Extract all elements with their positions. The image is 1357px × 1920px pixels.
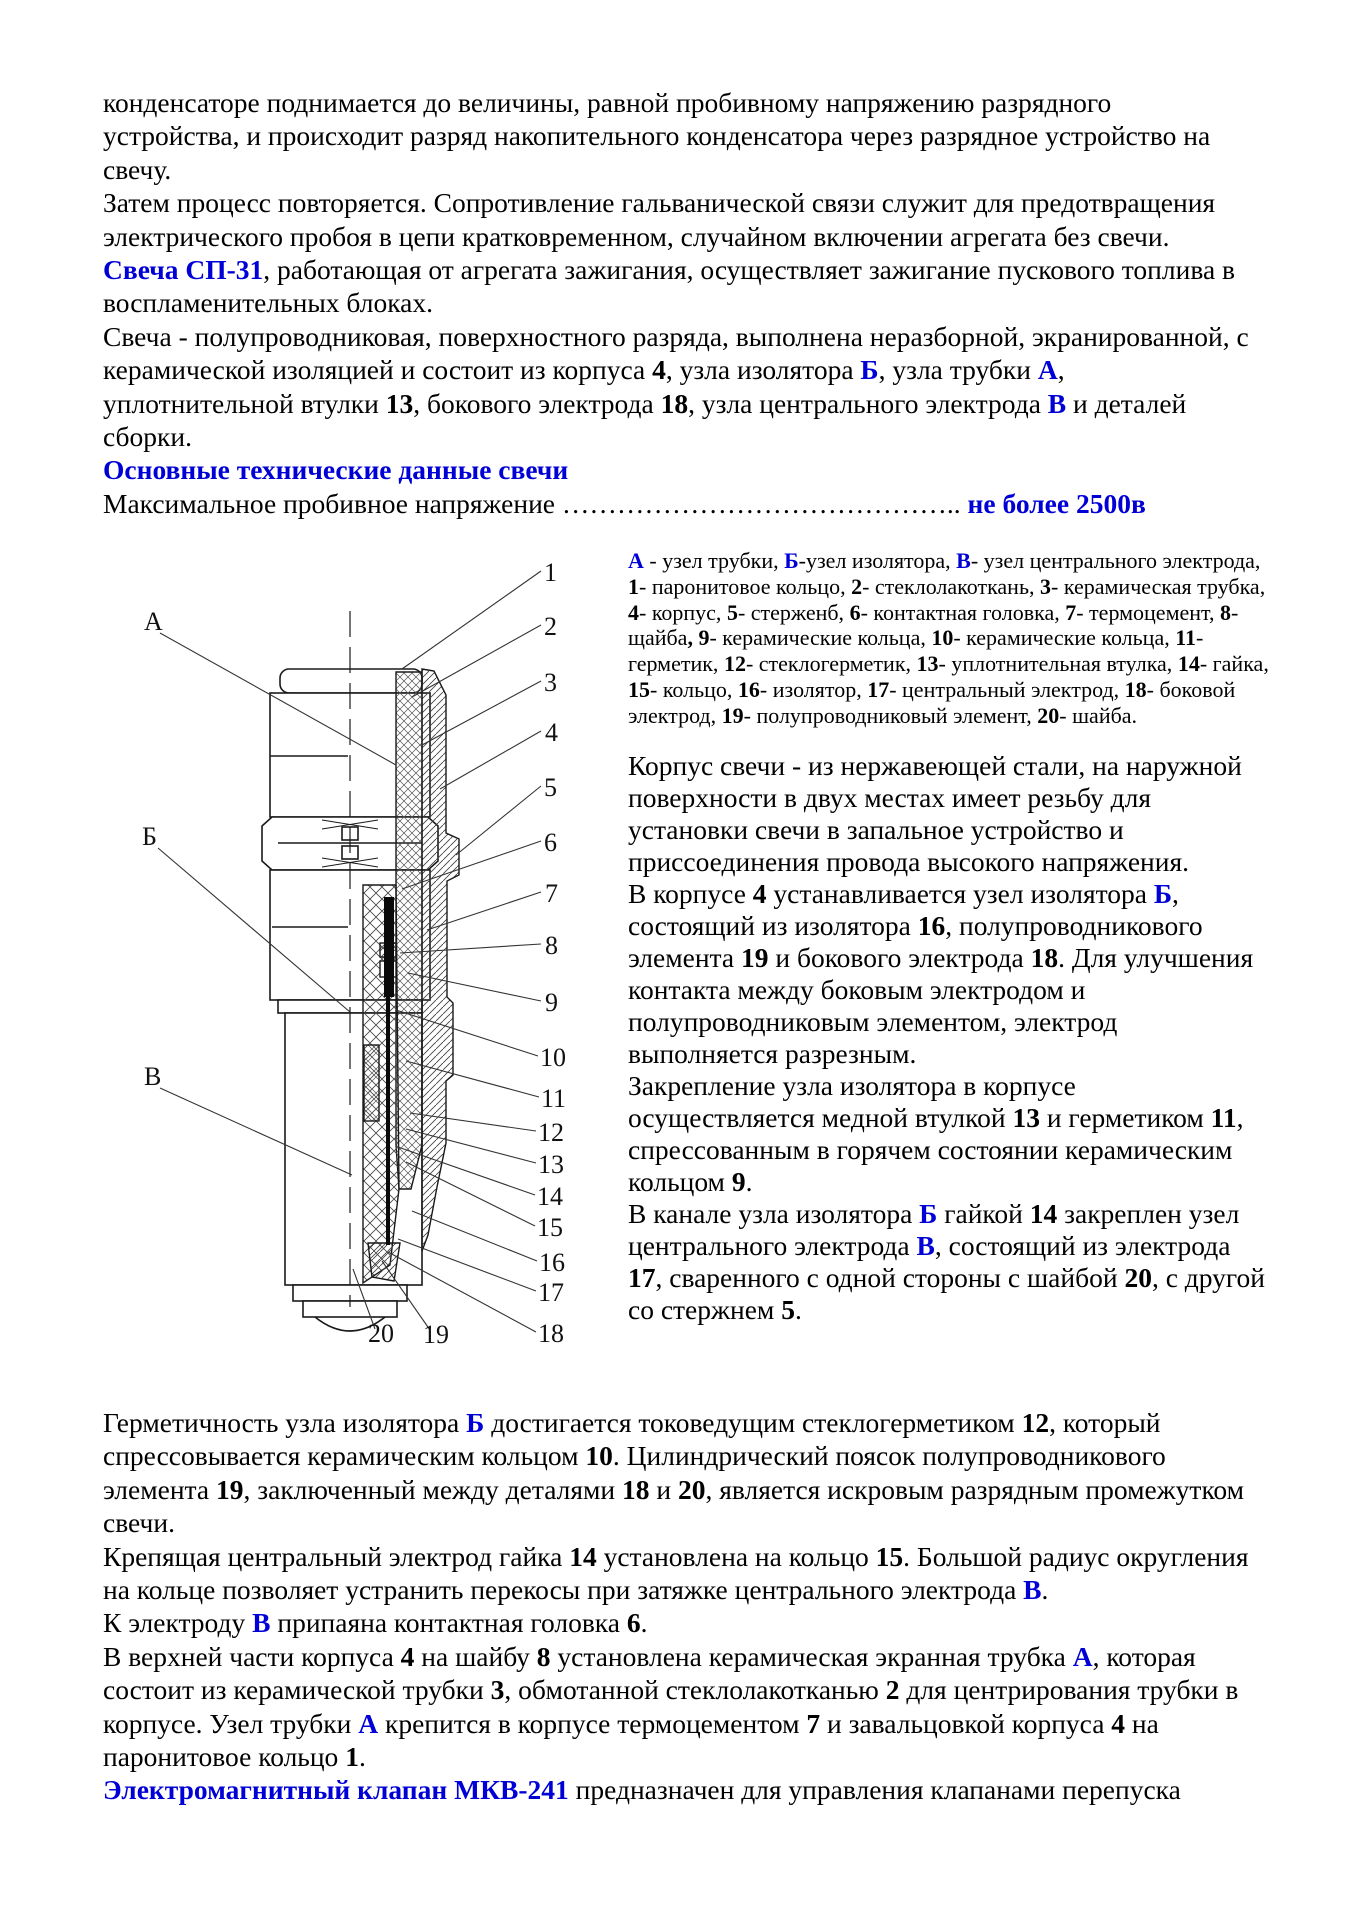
text-run: 8 <box>1220 599 1231 625</box>
text-run: 8 <box>536 1640 551 1672</box>
text-run: 1 <box>628 573 639 599</box>
text-run: конденсаторе поднимается до величины, равной пробивному напряжению разрядного устройства, и происходит разряд накопительного конденсатора через разрядное устройство на свечу. <box>103 87 1211 185</box>
figure-description <box>628 750 1268 1326</box>
callout-label: 17 <box>538 1278 564 1307</box>
text-run: - термоцемент, <box>1076 599 1220 625</box>
text-run: , уплотнительной втулки <box>103 354 1065 419</box>
text-run: . <box>745 1165 753 1197</box>
text-run: , с другой со стержнем <box>628 1261 1265 1325</box>
text-run: , спрессованным в горячем состоянии керамическим кольцом <box>628 1101 1244 1197</box>
text-run: - кольцо, <box>650 676 738 702</box>
text-run: , заключенный между деталями <box>243 1473 623 1505</box>
spec-dots: …………………………………….. <box>561 487 961 519</box>
text-run: - щайба <box>628 599 1239 651</box>
paragraph-sealing <box>103 1406 1258 1540</box>
text-run: 12 <box>1021 1407 1050 1438</box>
text-run: и деталей сборки. <box>103 387 1187 453</box>
text-run: 13 <box>1012 1101 1040 1133</box>
text-run: - узел трубки, <box>643 548 785 573</box>
text-run: - керамические кольца, <box>953 625 1176 651</box>
text-run: В <box>916 1229 935 1261</box>
text-run: припаяна контактная головка <box>270 1607 627 1639</box>
text-run: . Для улучшения контакта между боковым электродом и полупроводниковым элементом, электрод выполняется разрезным. <box>628 941 1254 1069</box>
text-run: 12 <box>723 651 746 677</box>
text-run: на шайбу <box>414 1640 537 1672</box>
bottom-section <box>103 1406 1258 1807</box>
text-run: 4 <box>652 354 666 386</box>
callout-label: 14 <box>537 1182 563 1211</box>
callout-label: 15 <box>537 1213 563 1242</box>
text-run: 20 <box>1124 1261 1152 1293</box>
paragraph-contact-head <box>103 1606 1258 1639</box>
text-run: Б <box>860 354 879 386</box>
corpus-wall <box>422 669 459 1251</box>
callout-label: 8 <box>545 931 558 960</box>
callout-label: 16 <box>539 1248 565 1277</box>
text-run: Свеча СП-31 <box>103 254 264 286</box>
spec-label: Максимальное пробивное напряжение <box>103 487 562 519</box>
text-run: , сваренного с одной стороны с шайбой <box>655 1261 1125 1293</box>
text-run: А <box>1072 1640 1093 1672</box>
text-run: 16 <box>737 676 760 702</box>
text-run: 6 <box>849 599 861 625</box>
text-run: и завальцовкой корпуса <box>820 1707 1112 1739</box>
text-run: , узла трубки <box>878 354 1038 386</box>
text-run: - корпус, <box>639 599 727 625</box>
text-run: . Большой радиус округления на кольце позволяет устранить перекосы при затяжке центрального электрода <box>103 1540 1249 1606</box>
text-run: 10 <box>585 1440 613 1472</box>
text-run: 19 <box>721 702 744 728</box>
callout-label: 9 <box>545 988 558 1017</box>
text-run: Закрепление узла изолятора в корпусе осуществляется медной втулкой <box>628 1069 1076 1133</box>
callout-label: 19 <box>423 1320 449 1349</box>
text-run: 6 <box>626 1607 641 1639</box>
paragraph-sp31 <box>103 253 1253 320</box>
text-run: , полупроводникового элемента <box>628 909 1203 973</box>
text-run: предназначен для управления клапанами перепуска <box>568 1774 1181 1806</box>
text-run: 17 <box>867 676 890 702</box>
text-run: устанавливается узел изолятора <box>766 877 1154 909</box>
callout-label: 4 <box>545 718 558 747</box>
text-run: - боковой электрод, <box>628 676 1236 728</box>
text-run: 7 <box>806 1707 821 1739</box>
figure-right-column <box>628 548 1278 1326</box>
text-run: закреплен узел центрального электрода <box>628 1197 1240 1261</box>
text-run: . <box>794 1293 802 1325</box>
paragraph-process <box>103 186 1253 253</box>
text-run: 4 <box>400 1640 415 1672</box>
text-run: - стеклолакоткань, <box>862 573 1040 599</box>
text-run: 14 <box>1029 1197 1058 1229</box>
text-run: 19 <box>216 1473 244 1505</box>
paragraph-screen-tube <box>103 1640 1258 1774</box>
callout-label: 12 <box>538 1118 564 1147</box>
text-run: - полупроводниковый элемент, <box>743 702 1038 728</box>
text-run: 5 <box>781 1293 795 1325</box>
spec-value: не более 2500в <box>967 487 1146 519</box>
tip-assembly <box>368 1243 400 1281</box>
text-run: 18 <box>660 387 689 419</box>
text-run: 18 <box>622 1473 650 1505</box>
text-run: - стерженб, <box>737 599 850 625</box>
figure-legend <box>628 548 1278 729</box>
text-run: . <box>1041 1574 1049 1606</box>
callout-label: 11 <box>541 1084 567 1113</box>
text-run: - паронитовое кольцо, <box>639 573 852 599</box>
spark-plug-diagram <box>100 545 580 1360</box>
text-run: В <box>956 548 971 573</box>
text-run: 11 <box>1210 1101 1237 1133</box>
sealing-sleeve <box>364 1045 379 1121</box>
callout-label: 10 <box>540 1043 566 1072</box>
callout-label: 13 <box>538 1150 564 1179</box>
text-run: - центральный электрод, <box>889 676 1125 702</box>
callout-label: 3 <box>544 668 557 697</box>
text-run: крепится в корпусе термоцементом <box>378 1707 807 1739</box>
callout-label: А <box>144 607 163 636</box>
ceramic-tube <box>396 672 422 1189</box>
text-run: В <box>1023 1574 1042 1606</box>
callout-label: Б <box>142 822 157 851</box>
paragraph-central-electrode <box>628 1198 1268 1326</box>
text-run: Б <box>466 1407 485 1438</box>
text-run: установлена керамическая экранная трубка <box>550 1640 1073 1672</box>
text-run: 3 <box>490 1674 505 1706</box>
text-run: - изолятор, <box>759 676 868 702</box>
text-run: 14 <box>569 1540 597 1572</box>
text-run: Электромагнитный клапан МКВ-241 <box>103 1774 569 1806</box>
text-run: 18 <box>1030 941 1059 973</box>
paragraph-nut <box>103 1540 1258 1607</box>
text-run: 20 <box>678 1473 706 1505</box>
text-run: . <box>358 1741 366 1773</box>
text-run: 15 <box>628 676 650 702</box>
text-run: - стеклогерметик, <box>745 651 917 677</box>
text-run: Герметичность узла изолятора <box>103 1407 467 1438</box>
text-run: В верхней части корпуса <box>103 1640 401 1672</box>
text-run: , является искровым разрядным промежутком свечи. <box>103 1473 1245 1539</box>
text-run: для центрирования трубки в корпусе. Узел трубки <box>103 1674 1239 1739</box>
text-run: 9 <box>698 625 710 651</box>
text-run: А <box>628 548 644 573</box>
text-run: В канале узла изолятора <box>628 1197 920 1229</box>
text-run: - гайка, <box>1199 651 1269 677</box>
callout-label: В <box>144 1062 162 1091</box>
text-run: А <box>358 1707 379 1739</box>
text-run: 20 <box>1037 702 1060 728</box>
callout-label: 7 <box>545 879 558 908</box>
callout-label: 2 <box>544 612 557 641</box>
text-run: В <box>1047 387 1067 419</box>
text-run: , бокового электрода <box>413 387 661 419</box>
paragraph-plug-design <box>103 320 1253 454</box>
text-run: Б <box>784 548 799 573</box>
text-run: Свеча - полупроводниковая, поверхностного разряда, выполнена неразборной, экранированной, с керамической изоляцией и состоит из корпуса <box>103 320 1249 386</box>
text-run: 3 <box>1040 573 1051 599</box>
text-run: Б <box>919 1197 938 1229</box>
text-run: - уплотнительная втулка, <box>938 651 1178 677</box>
text-run: Крепящая центральный электрод гайка <box>103 1540 570 1572</box>
callout-label: 6 <box>544 828 557 857</box>
text-run: , <box>687 625 699 651</box>
text-run: . <box>640 1607 648 1639</box>
text-run: , узла изолятора <box>665 354 861 386</box>
text-run: -узел изолятора, <box>798 548 957 573</box>
text-run: 2 <box>851 573 863 599</box>
callout-label: 20 <box>368 1319 394 1348</box>
callout-label: 18 <box>538 1319 564 1348</box>
intro-section <box>103 86 1253 520</box>
text-run: и <box>649 1473 678 1505</box>
text-run: , который спрессовывается керамическим кольцом <box>103 1407 1161 1472</box>
text-run: К электроду <box>103 1607 253 1639</box>
text-run: , обмотанной стеклолакотканью <box>504 1674 886 1706</box>
text-run: , состоящий из электрода <box>934 1229 1231 1261</box>
text-run: достигается токоведущим стеклогерметиком <box>484 1407 1022 1438</box>
text-run: - керамические кольца, <box>709 625 932 651</box>
text-run: на паронитовое кольцо <box>103 1707 1159 1773</box>
text-run: 15 <box>875 1540 904 1572</box>
text-run: 4 <box>628 599 639 625</box>
text-run: 1 <box>345 1741 359 1773</box>
text-run: и бокового электрода <box>768 941 1031 973</box>
text-run: В корпусе <box>628 877 753 909</box>
paragraph-fixing <box>628 1070 1268 1198</box>
text-run: , состоящий из изолятора <box>628 877 1179 941</box>
text-run: 19 <box>741 941 769 973</box>
spec-line-breakdown-voltage <box>103 487 1253 520</box>
text-run: , узла центрального электрода <box>688 387 1048 419</box>
text-run: 7 <box>1065 599 1077 625</box>
text-run: 9 <box>731 1165 746 1197</box>
text-run: 10 <box>931 625 954 651</box>
text-run: Затем процесс повторяется. Сопротивление гальванической связи служит для предотвращения электрического пробоя в цепи кратковременном, случайном включении агрегата без свечи. <box>103 187 1216 252</box>
text-run: - керамическая трубка, <box>1051 573 1266 599</box>
text-run: 4 <box>1111 1707 1126 1739</box>
text-run: и герметиком <box>1039 1101 1211 1133</box>
text-run: - контактная головка, <box>860 599 1066 625</box>
text-run: 17 <box>628 1261 656 1293</box>
text-run: 13 <box>385 387 414 419</box>
text-run: В <box>252 1607 271 1639</box>
text-run: установлена на кольцо <box>596 1540 876 1572</box>
text-run: - шайба. <box>1059 702 1138 728</box>
paragraph-insulator-node <box>628 878 1268 1070</box>
paragraph-corpus <box>628 750 1268 878</box>
text-run: 14 <box>1177 651 1200 677</box>
paragraph-mkv241 <box>103 1773 1258 1806</box>
paragraph-discharge <box>103 86 1253 186</box>
text-run: , работающая от агрегата зажигания, осуществляет зажигание пускового топлива в воспламенительных блоках. <box>103 254 1236 319</box>
text-run: 13 <box>916 651 939 677</box>
text-run: - герметик, <box>628 625 1204 677</box>
text-run: 11 <box>1175 625 1197 651</box>
text-run: гайкой <box>937 1197 1030 1229</box>
text-run: 5 <box>726 599 738 625</box>
text-run: Корпус свечи - из нержавеющей стали, на наружной поверхности в двух местах имеет резьбу для установки свечи в запальное устройство и приссоединения провода высокого напряжения. <box>628 749 1242 877</box>
text-run: 18 <box>1124 676 1147 702</box>
text-run: А <box>1037 354 1058 386</box>
text-run: 4 <box>752 877 767 909</box>
text-run: Б <box>1153 877 1173 909</box>
text-run: 2 <box>885 1674 900 1706</box>
text-run: - узел центрального электрода, <box>970 548 1261 573</box>
text-run: 16 <box>917 909 946 941</box>
text-run: , которая состоит из керамической трубки <box>103 1640 1196 1706</box>
text-run: . Цилиндрический поясок полупроводникового элемента <box>103 1440 1166 1505</box>
callout-label: 5 <box>544 773 557 802</box>
callout-label: 1 <box>544 558 557 587</box>
specs-heading <box>103 453 1253 486</box>
specs-heading-text: Основные технические данные свечи <box>103 454 569 486</box>
